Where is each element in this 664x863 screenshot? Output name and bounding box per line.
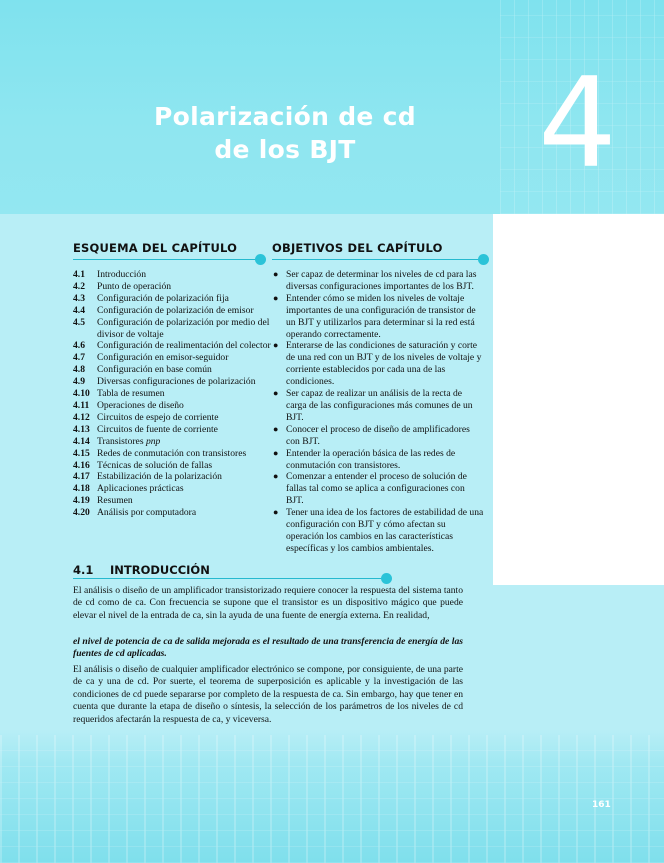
outline-item: 4.2 Punto de operación [73, 280, 172, 292]
outline-item: 4.15 Redes de conmutación con transistores [73, 447, 247, 459]
objectives-heading: OBJETIVOS DEL CAPÍTULO [272, 241, 443, 255]
bullet-icon: ● [273, 292, 279, 303]
page-number: 161 [592, 800, 611, 810]
outline-item: 4.13 Circuitos de fuente de corriente [73, 423, 218, 435]
objective-item: ● Conocer el proceso de diseño de amplificadores con BJT. [273, 423, 470, 447]
objectives-list [272, 269, 484, 555]
chapter-title-line2: de los BJT [214, 135, 356, 164]
outline-item: 4.20 Análisis por computadora [73, 507, 197, 519]
chapter-title [150, 100, 420, 166]
white-margin-box [493, 214, 664, 585]
section-heading-dot [381, 573, 392, 584]
outline-item: 4.1 Introducción [73, 269, 147, 280]
outline-heading: ESQUEMA DEL CAPÍTULO [73, 241, 238, 255]
section-number: 4.1 [73, 563, 94, 577]
objective-item: ● Entender la operación básica de las redes de conmutación con transistores. [273, 447, 456, 471]
outline-item: 4.9 Diversas configuraciones de polarización [73, 376, 256, 388]
outline-item: 4.18 Aplicaciones prácticas [73, 483, 184, 495]
outline-item: 4.16 Técnicas de solución de fallas [73, 459, 213, 471]
outline-item: 4.8 Configuración en base común [73, 364, 212, 376]
objectives-heading-rule [272, 259, 482, 260]
section-title: INTRODUCCIÓN [110, 563, 210, 577]
outline-heading-rule [73, 259, 259, 260]
outline-item: 4.4 Configuración de polarización de emisor [73, 304, 254, 316]
objectives-heading-dot [478, 254, 489, 265]
outline-item: 4.19 Resumen [73, 495, 133, 507]
intro-paragraph-2: El análisis o diseño de cualquier amplificador electrónico se compone, por consiguiente, de una parte de ca y una de cd. Por suerte, el teorema de superposición es aplicable y la investigación de las condiciones de cd puede separarse por completo de la respuesta de ca. Sin embargo, hay que tener en cuenta que durante la etapa de diseño o síntesis, la selección de los parámetros de los niveles de cd requeridos afectarán la respuesta de ca, y viceversa. [73, 664, 463, 725]
outline-item: 4.11 Operaciones de diseño [73, 399, 184, 411]
outline-item: 4.17 Estabilización de la polarización [73, 471, 222, 483]
objective-item: ● Entender cómo se miden los niveles de voltaje importantes de una configuración de transistor de un BJT y utilizarlos para determinar si la red está operando correctamente. [273, 292, 476, 340]
bullet-icon: ● [273, 340, 279, 351]
bullet-icon: ● [273, 507, 279, 518]
bullet-icon: ● [273, 471, 279, 482]
outline-item: 4.12 Circuitos de espejo de corriente [73, 411, 219, 423]
bullet-icon: ● [273, 269, 279, 279]
objective-item: ● Ser capaz de determinar los niveles de cd para las diversas configuraciones importantes de los BJT. [273, 269, 477, 292]
outline-item: 4.3 Configuración de polarización fija [73, 292, 229, 304]
outline-item: 4.14 Transistores pnp [73, 435, 161, 447]
objective-item: ● Enterarse de las condiciones de saturación y corte de una red con un BJT y de los niveles de voltaje y corriente establecidos por cada una de las condiciones. [273, 340, 482, 388]
outline-item: 4.10 Tabla de resumen [73, 388, 165, 400]
objective-item: ● Tener una idea de los factores de estabilidad de una configuración con BJT y cómo afectan su operación los cambios en las características específicas y los cambios ambientales. [273, 507, 484, 554]
bullet-icon: ● [273, 388, 279, 399]
lower-circuit-decoration [0, 735, 664, 863]
outline-list [73, 269, 273, 519]
bullet-icon: ● [273, 447, 279, 458]
objective-item: ● Comenzar a entender el proceso de solución de fallas tal como se aplica a configuraciones con BJT. [273, 471, 467, 507]
chapter-header-band [0, 0, 664, 214]
outline-heading-dot [255, 254, 266, 265]
outline-item: 4.5 Configuración de polarización por medio del divisor de voltaje [73, 316, 270, 340]
intro-paragraph-1: El análisis o diseño de un amplificador transistorizado requiere conocer la respuesta del sistema tanto de cd como de ca. Con frecuencia se supone que el transistor es un dispositivo mágico que puede elevar el nivel de la entrada de ca, sin la ayuda de una fuente de energía externa. En realidad, [73, 585, 463, 621]
outline-item: 4.7 Configuración en emisor-seguidor [73, 352, 229, 364]
objective-item: ● Ser capaz de realizar un análisis de la recta de carga de las configuraciones más comunes de un BJT. [273, 388, 473, 423]
chapter-title-line1: Polarización de cd [154, 102, 416, 131]
outline-item: 4.6 Configuración de realimentación del colector [73, 340, 271, 352]
intro-emphasis: el nivel de potencia de ca de salida mejorada es el resultado de una transferencia de energía de las fuentes de cd aplicadas. [73, 636, 463, 660]
section-heading-rule [73, 578, 385, 579]
chapter-number: 4 [538, 52, 617, 196]
bullet-icon: ● [273, 423, 279, 434]
